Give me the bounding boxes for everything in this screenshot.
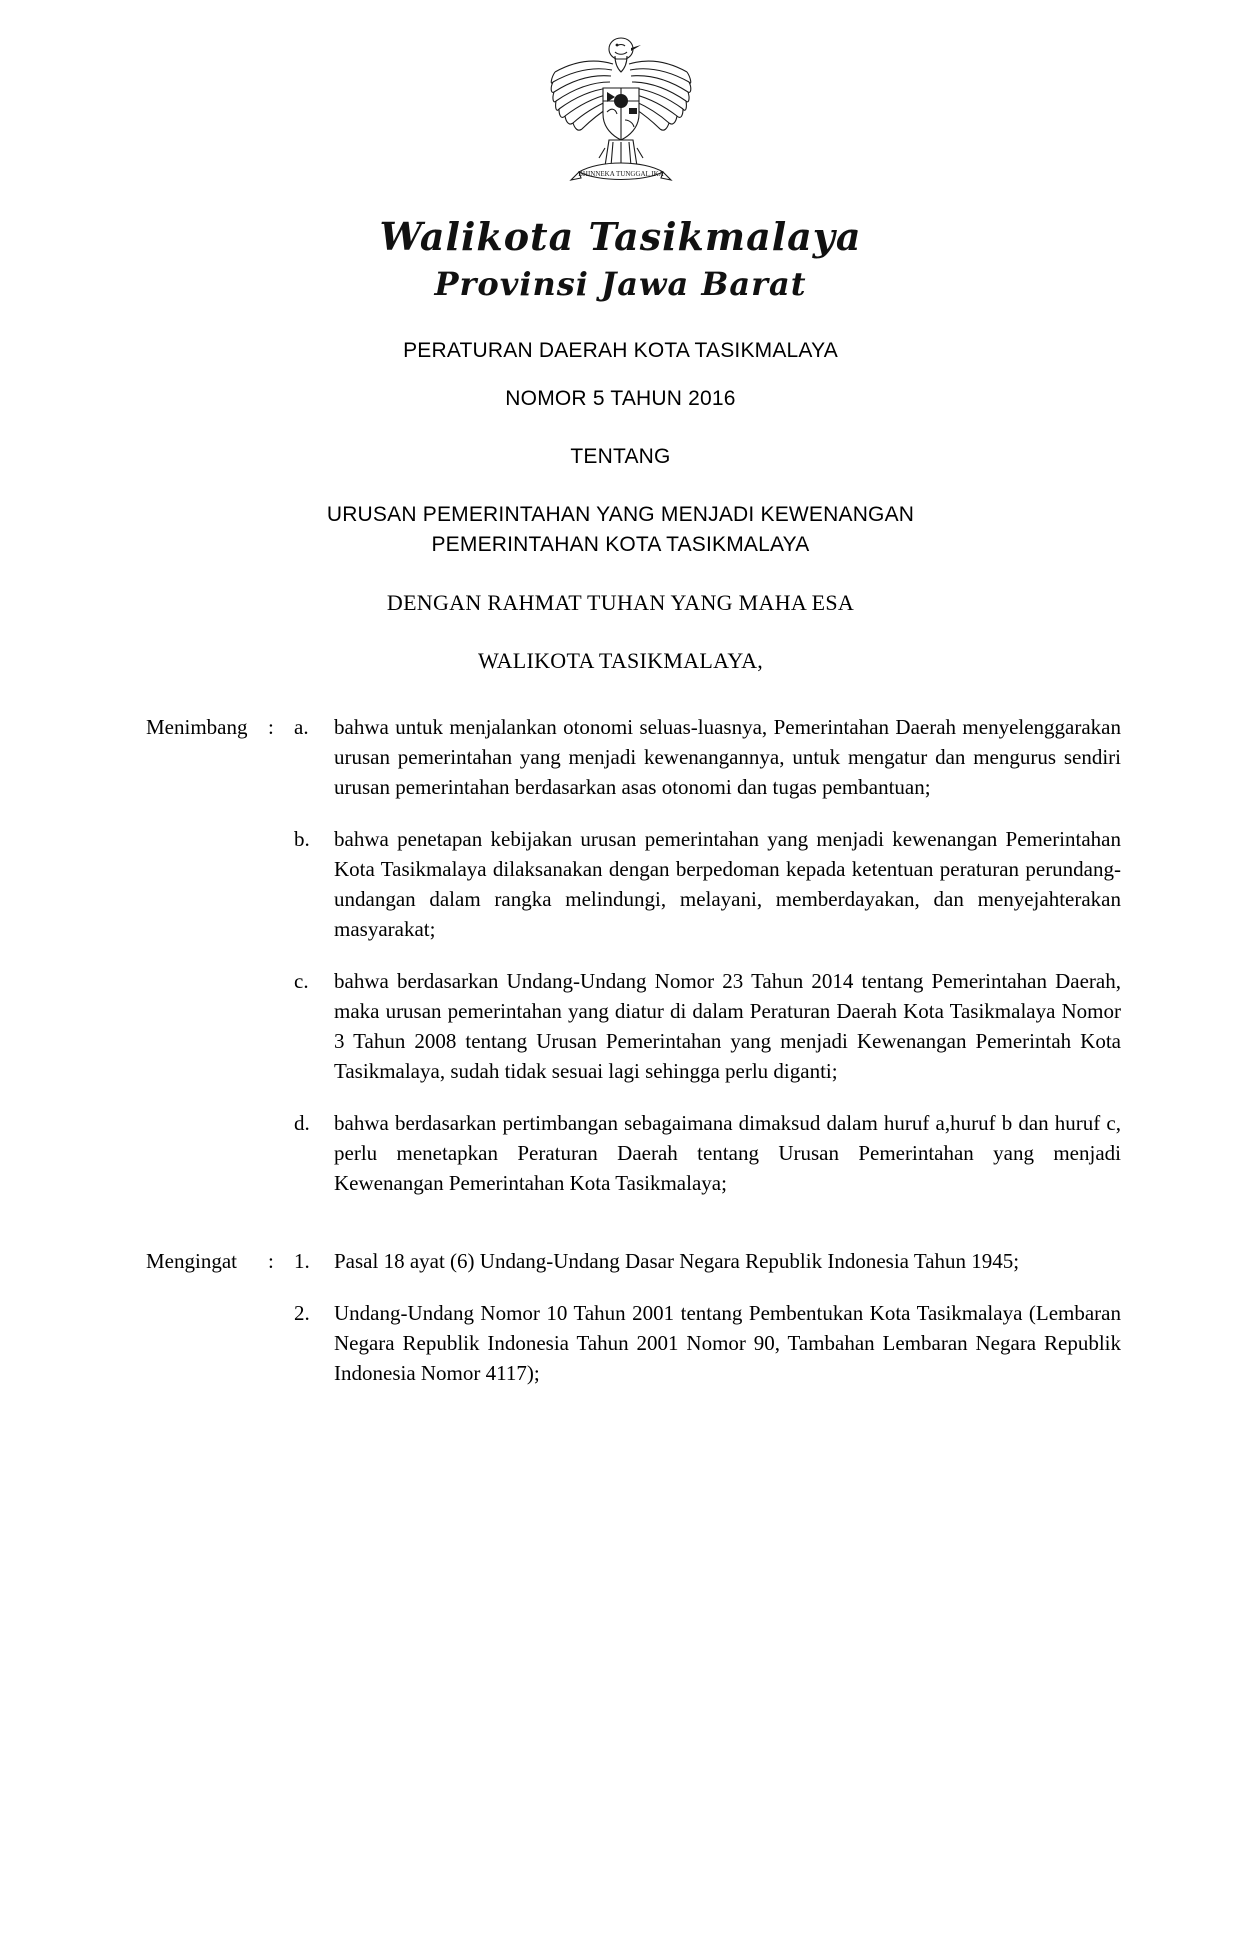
emblem-motto: BHINNEKA TUNGGAL IKA — [577, 170, 664, 178]
recalling-section — [118, 1246, 1123, 1388]
regulation-title: PERATURAN DAERAH KOTA TASIKMALAYA — [403, 339, 838, 362]
about-label: TENTANG — [570, 445, 671, 468]
recalling-label: Mengingat — [146, 1249, 237, 1273]
recalling-item-2 — [118, 1298, 1123, 1388]
recalling-text-1: Pasal 18 ayat (6) Undang-Undang Dasar Negara Republik Indonesia Tahun 1945; — [334, 1249, 1020, 1273]
emblem-container — [118, 28, 1123, 206]
subject-line-2: PEMERINTAHAN KOTA TASIKMALAYA — [431, 533, 810, 556]
considering-item-c — [118, 966, 1123, 1086]
considering-text-a: bahwa untuk menjalankan otonomi seluas-luasnya, Pemerintahan Daerah menyelenggarakan urusan pemerintahan yang menjadi kewenangannya, untuk mengatur dan mengurus sendiri urusan pemerintahan berdasarkan asas otonomi dan tugas pembantuan; — [334, 715, 1121, 799]
considering-item-a — [118, 712, 1123, 802]
considering-section — [118, 712, 1123, 1198]
recalling-marker-2: 2. — [294, 1301, 310, 1325]
regulation-number: NOMOR 5 TAHUN 2016 — [505, 387, 736, 410]
considering-marker-d: d. — [294, 1111, 310, 1135]
recalling-text-2: Undang-Undang Nomor 10 Tahun 2001 tentang Pembentukan Kota Tasikmalaya (Lembaran Negara Republik Indonesia Tahun 2001 Nomor 90, Tambahan Lembaran Negara Republik Indonesia Nomor 4117); — [334, 1301, 1121, 1385]
masthead-line-2: Provinsi Jawa Barat — [434, 265, 807, 303]
recalling-item-1 — [118, 1246, 1123, 1276]
garuda-pancasila-emblem — [521, 28, 721, 200]
masthead-line-1: Walikota Tasikmalaya — [379, 214, 862, 259]
considering-text-d: bahwa berdasarkan pertimbangan sebagaimana dimaksud dalam huruf a,huruf b dan huruf c, perlu menetapkan Peraturan Daerah tentang Urusan Pemerintahan yang menjadi Kewenangan Pemerintahan Kota Tasikmalaya; — [334, 1111, 1121, 1195]
considering-colon: : — [268, 715, 274, 739]
document-heading-block — [118, 336, 1123, 676]
subject-line-1: URUSAN PEMERINTAHAN YANG MENJADI KEWENANGAN — [326, 503, 915, 526]
considering-marker-a: a. — [294, 715, 309, 739]
authority-line: WALIKOTA TASIKMALAYA, — [477, 648, 764, 673]
blessing-line: DENGAN RAHMAT TUHAN YANG MAHA ESA — [386, 590, 855, 615]
considering-item-b — [118, 824, 1123, 944]
considering-text-b: bahwa penetapan kebijakan urusan pemerintahan yang menjadi kewenangan Pemerintahan Kota Tasikmalaya dilaksanakan dengan berpedoman kepada ketentuan peraturan perundang-undangan dalam rangka melindungi, melayani, memberdayakan, dan menyejahterakan masyarakat; — [334, 827, 1121, 941]
considering-text-c: bahwa berdasarkan Undang-Undang Nomor 23 Tahun 2014 tentang Pemerintahan Daerah, maka urusan pemerintahan yang diatur di dalam Peraturan Daerah Kota Tasikmalaya Nomor 3 Tahun 2008 tentang Urusan Pemerintahan yang menjadi Kewenangan Pemerintah Kota Tasikmalaya, sudah tidak sesuai lagi sehingga perlu diganti; — [334, 969, 1121, 1083]
considering-marker-b: b. — [294, 827, 310, 851]
considering-label: Menimbang — [146, 715, 248, 739]
considering-marker-c: c. — [294, 969, 309, 993]
considering-item-d — [118, 1108, 1123, 1198]
recalling-colon: : — [268, 1249, 274, 1273]
recalling-marker-1: 1. — [294, 1249, 310, 1273]
